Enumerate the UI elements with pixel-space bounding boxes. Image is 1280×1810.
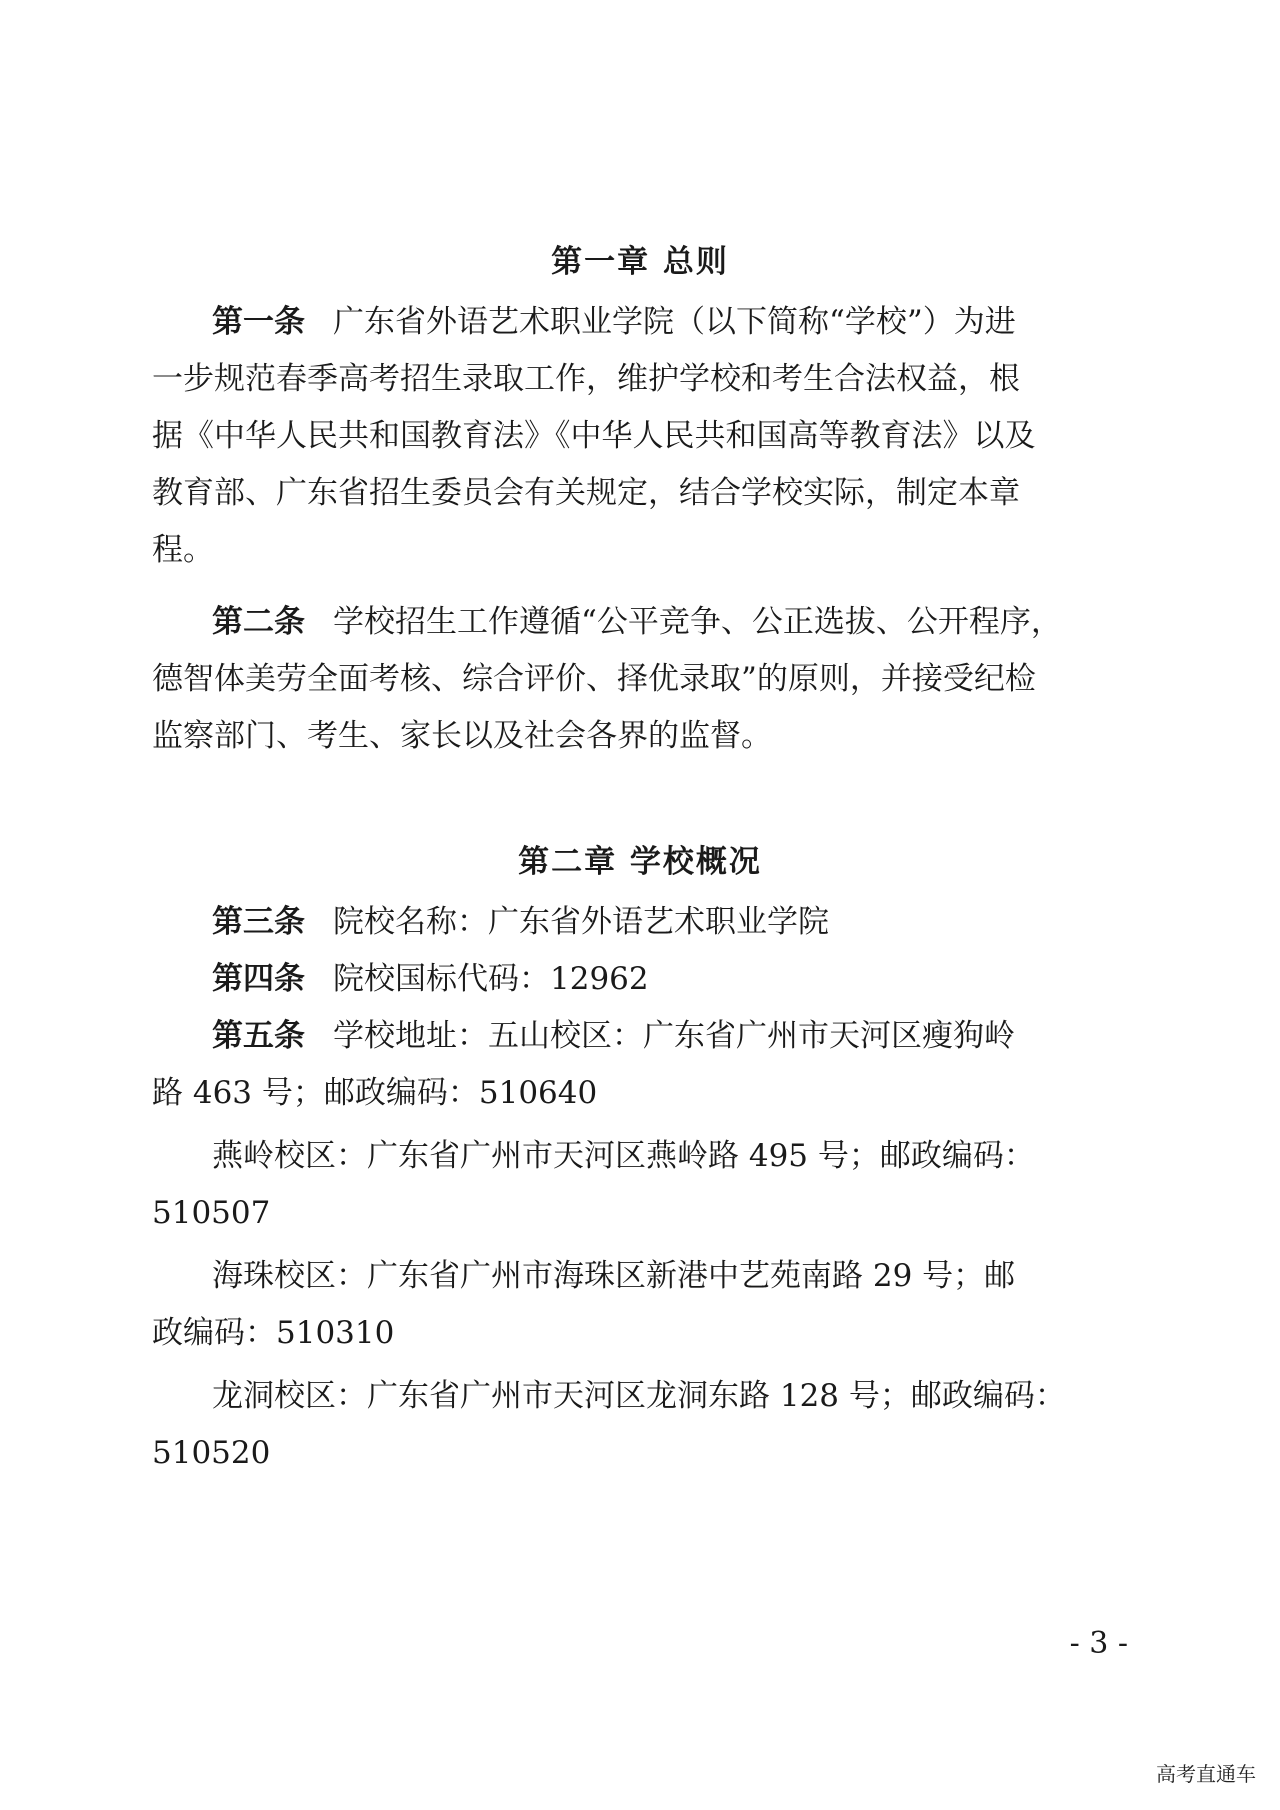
- yanling-campus-line-2: 510507: [152, 1195, 271, 1231]
- article-2-label: 第二条: [212, 604, 305, 640]
- article-3-label: 第三条: [212, 904, 305, 940]
- chapter-1-title: 第一章 总则: [551, 244, 729, 280]
- chapter-2-title: 第二章 学校概况: [518, 844, 762, 880]
- article-5-line-2: 路 463 号；邮政编码：510640: [152, 1075, 598, 1111]
- article-1-line-3: 据《中华人民共和国教育法》《中华人民共和国高等教育法》以及: [152, 418, 1036, 454]
- article-2-line-2: 德智体美劳全面考核、综合评价、择优录取”的原则，并接受纪检: [152, 661, 1036, 697]
- page-number: - 3 -: [1069, 1626, 1128, 1661]
- article-1-line-2: 一步规范春季高考招生录取工作，维护学校和考生合法权益，根: [152, 361, 1020, 397]
- longdong-campus-line-1: 龙洞校区：广东省广州市天河区龙洞东路 128 号；邮政编码：: [212, 1378, 1066, 1414]
- haizhu-campus-line-2: 政编码：510310: [152, 1315, 395, 1351]
- yanling-campus-line-1: 燕岭校区：广东省广州市天河区燕岭路 495 号；邮政编码：: [212, 1138, 1035, 1174]
- watermark-text: 高考直通车: [1156, 1762, 1256, 1786]
- article-2-line-3: 监察部门、考生、家长以及社会各界的监督。: [152, 718, 772, 754]
- article-1-line-4: 教育部、广东省招生委员会有关规定，结合学校实际，制定本章: [152, 475, 1020, 511]
- article-5-label: 第五条: [212, 1018, 305, 1054]
- article-2-line-1: 第二条 学校招生工作遵循“公平竞争、公正选拔、公开程序，: [212, 604, 1062, 640]
- longdong-campus-line-2: 510520: [152, 1435, 271, 1471]
- article-4-label: 第四条: [212, 961, 305, 997]
- article-5-line-1: 第五条 学校地址：五山校区：广东省广州市天河区瘦狗岭: [212, 1018, 1015, 1054]
- article-1-line-5: 程。: [152, 532, 214, 568]
- article-1-line-1: 第一条 广东省外语艺术职业学院（以下简称“学校”）为进: [212, 304, 1016, 340]
- article-3: 第三条 院校名称：广东省外语艺术职业学院: [212, 904, 829, 940]
- article-1-label: 第一条: [212, 304, 305, 340]
- haizhu-campus-line-1: 海珠校区：广东省广州市海珠区新港中艺苑南路 29 号；邮: [212, 1258, 1016, 1294]
- article-4: 第四条 院校国标代码：12962: [212, 961, 649, 997]
